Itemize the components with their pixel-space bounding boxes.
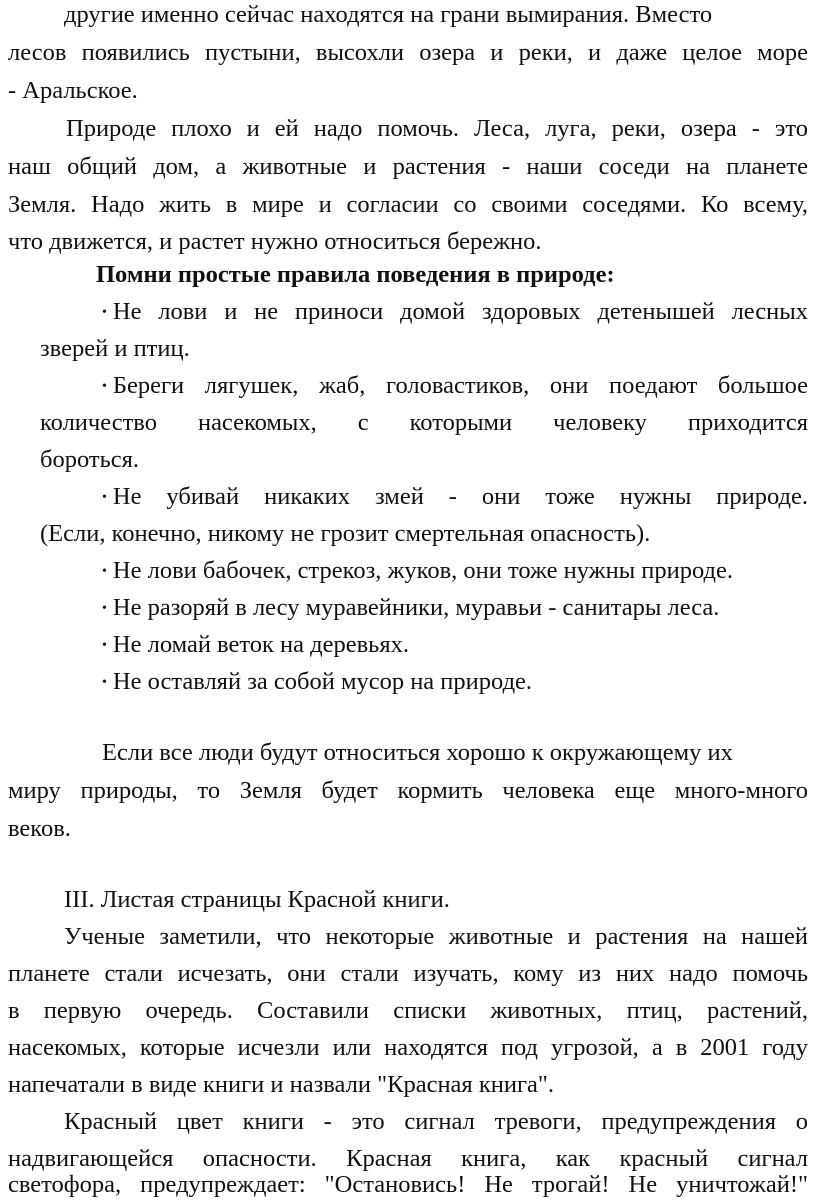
rules-heading: Помни простые правила поведения в природе:: [96, 261, 615, 288]
paragraph-line: лесов появились пустыни, высохли озера и реки, и даже целое море: [8, 39, 808, 66]
bullet-icon: •: [102, 490, 107, 505]
bullet-icon: •: [102, 675, 107, 690]
rule-item: [102, 482, 808, 514]
paragraph-line: веков.: [8, 815, 71, 842]
paragraph-line: светофора, предупреждает: "Остановись! Не трогай! Не уничтожай!": [8, 1171, 808, 1198]
paragraph-line: Природе плохо и ей надо помочь. Леса, луга, реки, озера - это: [66, 115, 808, 142]
rule-text: Не ломай веток на деревьях.: [112, 631, 409, 658]
paragraph-line: миру природы, то Земля будет кормить человека еще много-много: [8, 777, 808, 804]
rule-text: Береги лягушек, жаб, головастиков, они поедают большое: [112, 372, 808, 399]
rule-continuation: количество насекомых, с которыми человеку приходится: [40, 409, 808, 436]
paragraph-line: Ученые заметили, что некоторые животные и растения на нашей: [64, 923, 808, 950]
paragraph-line: - Аральское.: [8, 77, 138, 104]
paragraph-line: Если все люди будут относиться хорошо к окружающему их: [102, 739, 733, 766]
rule-text: Не разоряй в лесу муравейники, муравьи - санитары леса.: [112, 594, 720, 621]
bullet-icon: •: [102, 564, 107, 579]
rule-item: [102, 297, 808, 329]
paragraph-line: в первую очередь. Составили списки животных, птиц, растений,: [8, 997, 808, 1024]
section-heading: III. Листая страницы Красной книги.: [64, 886, 450, 913]
paragraph-line: насекомых, которые исчезли или находятся под угрозой, а в 2001 году: [8, 1034, 808, 1061]
paragraph-line: что движется, и растет нужно относиться бережно.: [8, 228, 542, 255]
rule-text: Не лови и не приноси домой здоровых детенышей лесных: [112, 298, 808, 325]
bullet-icon: •: [102, 638, 107, 653]
paragraph-line: Земля. Надо жить в мире и согласии со своими соседями. Ко всему,: [8, 191, 808, 218]
paragraph-line: наш общий дом, а животные и растения - наши соседи на планете: [8, 153, 808, 180]
rule-item: [102, 556, 808, 588]
rule-item: [102, 630, 808, 662]
rule-text: Не лови бабочек, стрекоз, жуков, они тоже нужны природе.: [112, 557, 734, 584]
paragraph-line: надвигающейся опасности. Красная книга, как красный сигнал: [8, 1145, 808, 1172]
bullet-icon: •: [102, 305, 107, 320]
paragraph-line: Красный цвет книги - это сигнал тревоги, предупреждения о: [64, 1108, 808, 1135]
rule-continuation: зверей и птиц.: [40, 335, 190, 362]
rule-text: Не оставляй за собой мусор на природе.: [112, 668, 533, 695]
rule-continuation: бороться.: [40, 446, 140, 473]
rule-item: [102, 667, 808, 699]
bullet-icon: •: [102, 601, 107, 616]
rule-item: [102, 371, 808, 403]
bullet-icon: •: [102, 379, 107, 394]
rule-text: Не убивай никаких змей - они тоже нужны природе.: [112, 483, 808, 510]
paragraph-line: планете стали исчезать, они стали изучать, кому из них надо помочь: [8, 960, 808, 987]
rule-continuation: (Если, конечно, никому не грозит смертельная опасность).: [40, 520, 651, 547]
rule-item: [102, 593, 808, 625]
paragraph-line: напечатали в виде книги и назвали "Красная книга".: [8, 1071, 554, 1098]
paragraph-line: другие именно сейчас находятся на грани вымирания. Вместо: [64, 1, 713, 28]
